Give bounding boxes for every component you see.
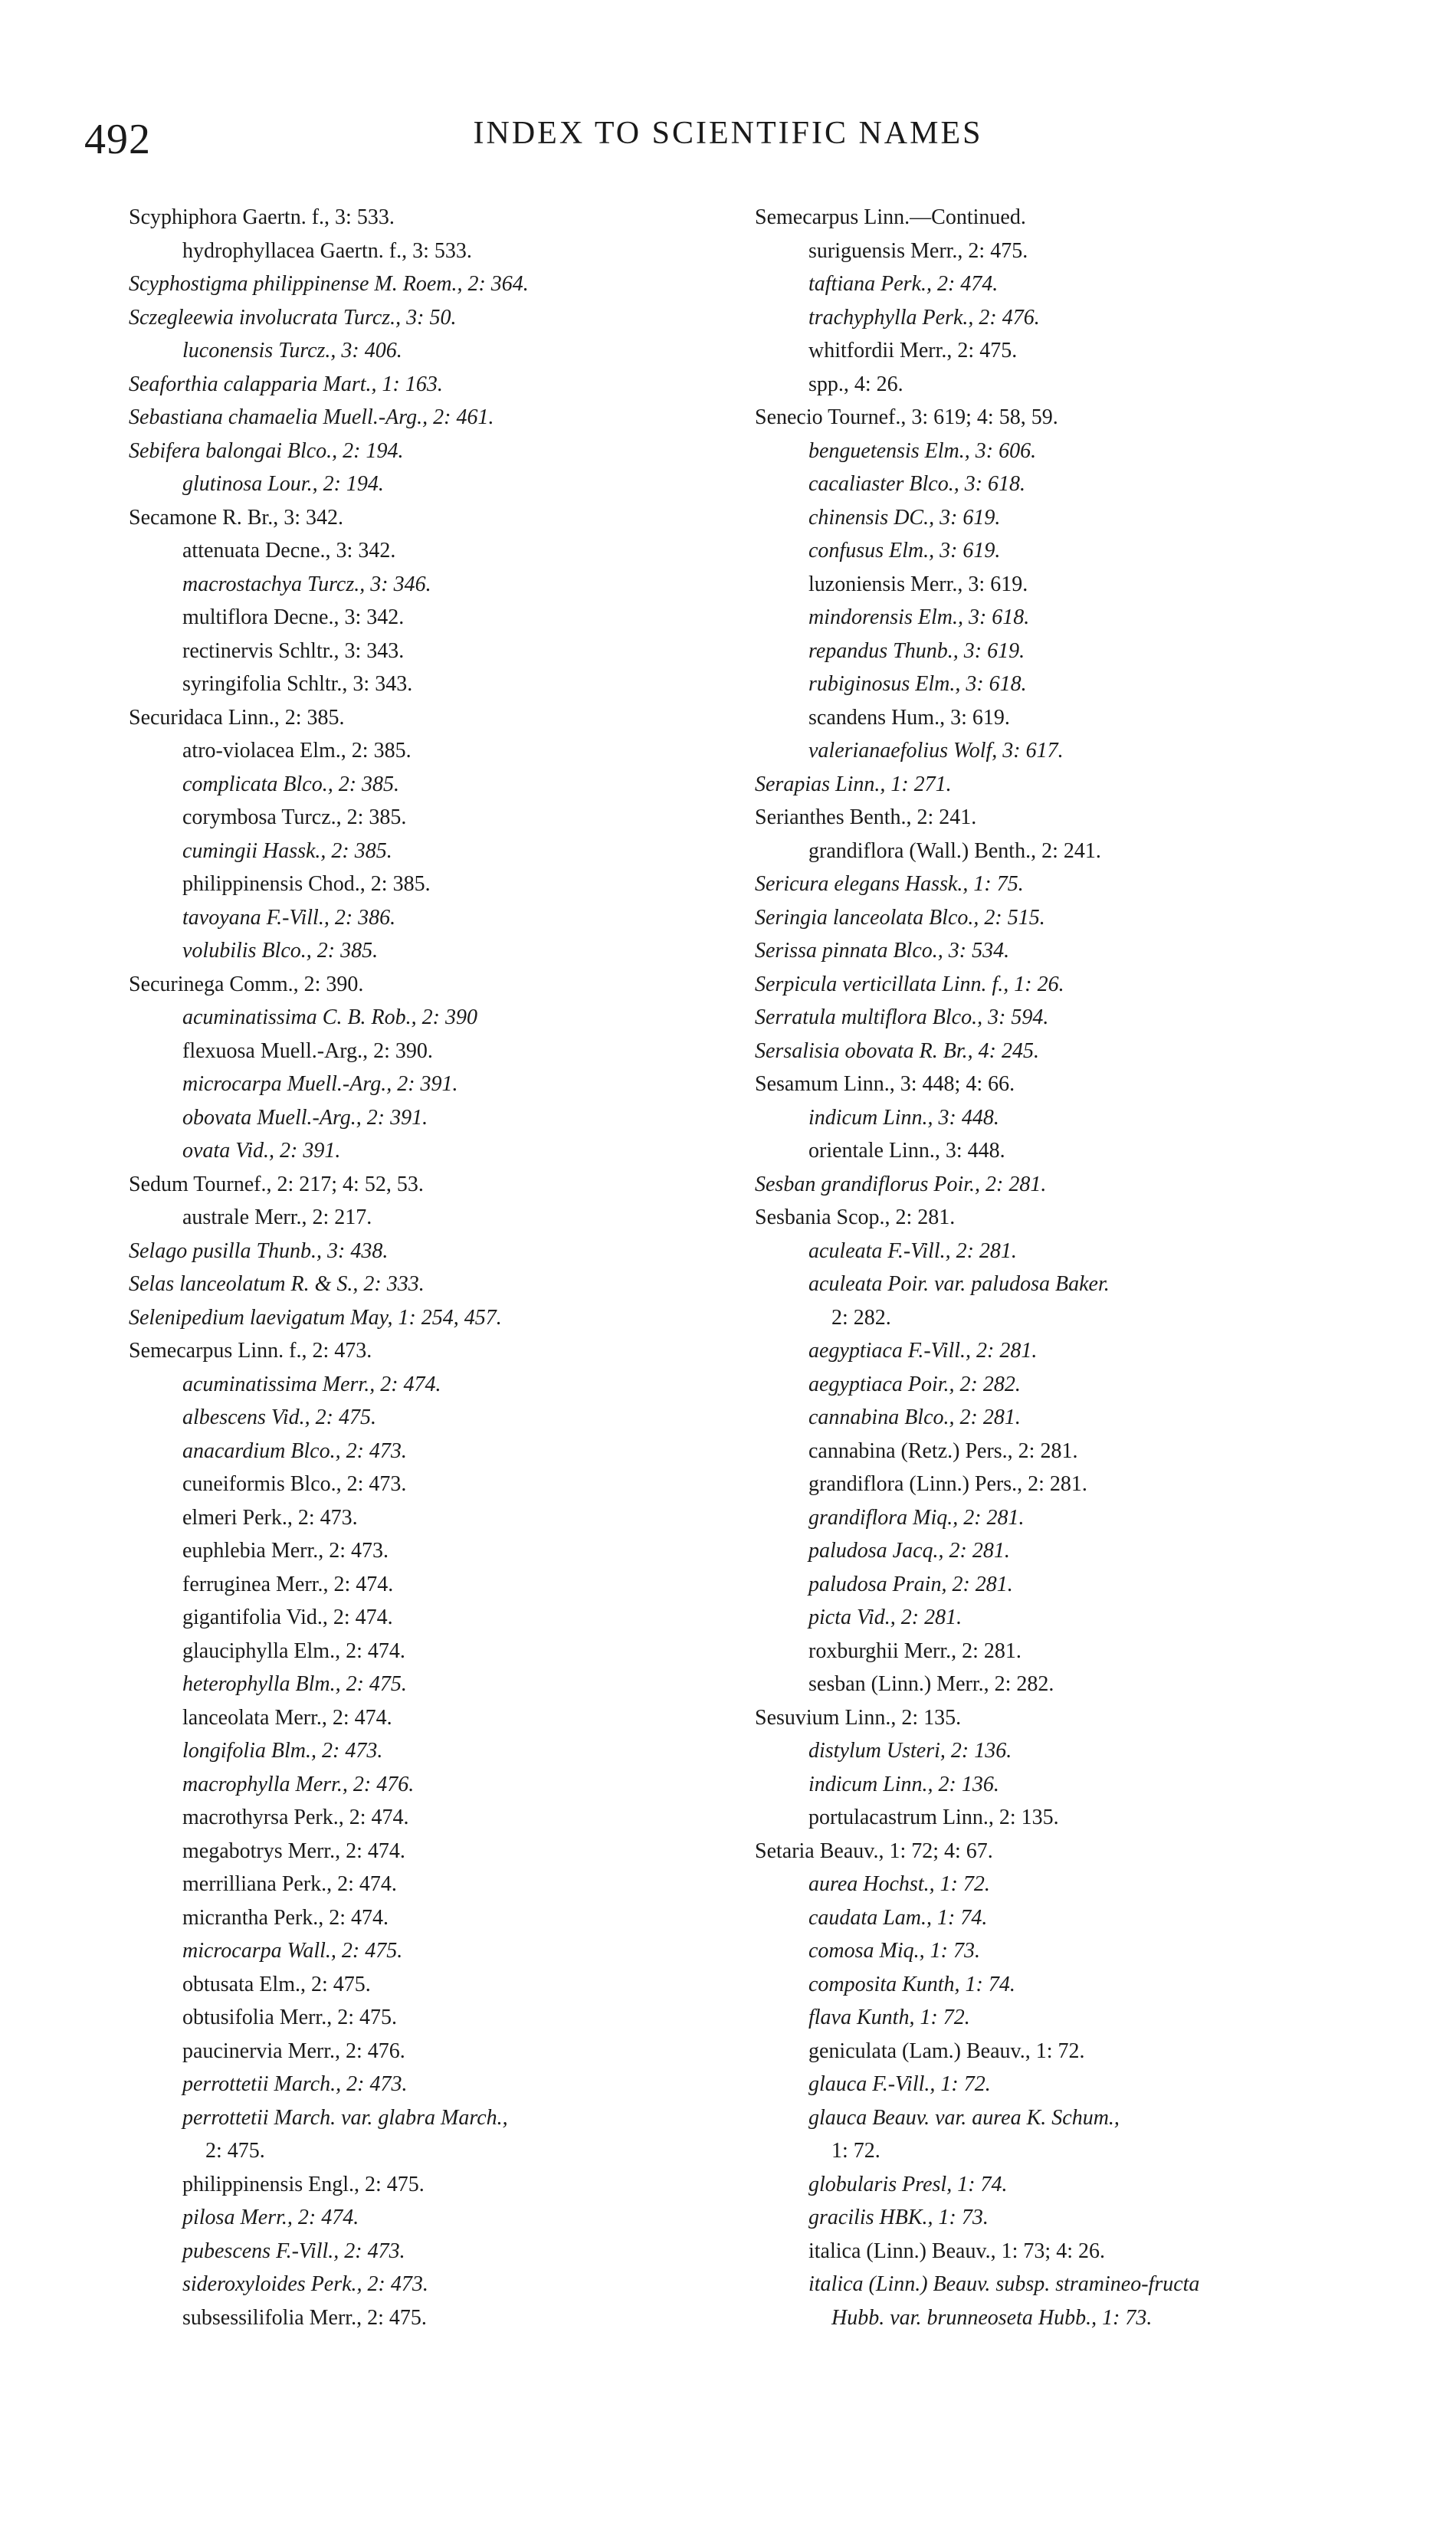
index-entry: elmeri Perk., 2: 473. bbox=[182, 1505, 358, 1530]
index-entry: gigantifolia Vid., 2: 474. bbox=[182, 1606, 393, 1629]
index-entry: grandiflora (Wall.) Benth., 2: 241. bbox=[808, 838, 1101, 863]
index-entry: flexuosa Muell.-Arg., 2: 390. bbox=[182, 1038, 433, 1063]
index-entry: whitfordii Merr., 2: 475. bbox=[808, 339, 1018, 362]
index-entry: albescens Vid., 2: 475. bbox=[182, 1406, 376, 1429]
index-entry: Senecio Tournef., 3: 619; 4: 58, 59. bbox=[755, 405, 1058, 429]
index-entry: Securidaca Linn., 2: 385. bbox=[129, 705, 345, 730]
index-entry: luzoniensis Merr., 3: 619. bbox=[808, 572, 1028, 596]
index-entry: Sericura elegans Hassk., 1: 75. bbox=[755, 872, 1024, 896]
index-entry: Serratula multiflora Blco., 3: 594. bbox=[755, 1005, 1049, 1029]
index-entry: Setaria Beauv., 1: 72; 4: 67. bbox=[755, 1839, 993, 1863]
index-entry: Serpicula verticillata Linn. f., 1: 26. bbox=[755, 972, 1064, 996]
index-entry: atro-violacea Elm., 2: 385. bbox=[182, 739, 412, 763]
index-entry: volubilis Blco., 2: 385. bbox=[182, 939, 379, 963]
index-entry: italica (Linn.) Beauv., 1: 73; 4: 26. bbox=[808, 2239, 1105, 2263]
index-entry: macrostachya Turcz., 3: 346. bbox=[182, 572, 431, 596]
index-entry: glutinosa Lour., 2: 194. bbox=[182, 472, 384, 496]
index-entry: australe Merr., 2: 217. bbox=[182, 1205, 372, 1229]
index-entry: cuneiformis Blco., 2: 473. bbox=[182, 1472, 407, 1496]
index-entry: rectinervis Schltr., 3: 343. bbox=[182, 638, 405, 663]
index-entry: macrophylla Merr., 2: 476. bbox=[182, 1772, 415, 1796]
index-column-right bbox=[755, 201, 1399, 2334]
index-entry: Sebifera balongai Blco., 2: 194. bbox=[129, 438, 404, 463]
index-entry: sideroxyloides Perk., 2: 473. bbox=[182, 2272, 428, 2296]
index-entry: globularis Presl, 1: 74. bbox=[808, 2172, 1008, 2196]
index-entry: Selas lanceolatum R. & S., 2: 333. bbox=[129, 1272, 425, 1296]
index-entry: glauciphylla Elm., 2: 474. bbox=[182, 1638, 405, 1663]
index-entry: 2: 282. bbox=[831, 1305, 891, 1330]
index-entry: Hubb. var. brunneoseta Hubb., 1: 73. bbox=[831, 2305, 1153, 2330]
index-entry: cannabina (Retz.) Pers., 2: 281. bbox=[808, 1438, 1078, 1463]
index-entry: lanceolata Merr., 2: 474. bbox=[182, 1705, 392, 1730]
index-entry: tavoyana F.-Vill., 2: 386. bbox=[182, 905, 396, 930]
index-entry: aculeata Poir. var. paludosa Baker. bbox=[808, 1272, 1110, 1296]
index-entry: comosa Miq., 1: 73. bbox=[808, 1939, 980, 1963]
index-entry: philippinensis Engl., 2: 475. bbox=[182, 2172, 425, 2196]
index-entry: aegyptiaca Poir., 2: 282. bbox=[808, 1372, 1021, 1396]
index-entry: pubescens F.-Vill., 2: 473. bbox=[182, 2239, 405, 2263]
index-entry: Secamone R. Br., 3: 342. bbox=[129, 505, 343, 530]
index-entry: obtusata Elm., 2: 475. bbox=[182, 1972, 371, 1996]
index-entry: multiflora Decne., 3: 342. bbox=[182, 605, 405, 629]
index-entry: spp., 4: 26. bbox=[808, 372, 903, 396]
index-entry: distylum Usteri, 2: 136. bbox=[808, 1739, 1012, 1763]
index-entry: Sesamum Linn., 3: 448; 4: 66. bbox=[755, 1072, 1015, 1096]
index-entry: Serapias Linn., 1: 271. bbox=[755, 772, 952, 796]
index-entry: Sesban grandiflorus Poir., 2: 281. bbox=[755, 1172, 1047, 1196]
index-entry: pilosa Merr., 2: 474. bbox=[182, 2206, 359, 2229]
index-entry: macrothyrsa Perk., 2: 474. bbox=[182, 1806, 409, 1829]
index-entry: paludosa Jacq., 2: 281. bbox=[808, 1539, 1010, 1563]
index-entry: geniculata (Lam.) Beauv., 1: 72. bbox=[808, 2039, 1085, 2063]
index-entry: megabotrys Merr., 2: 474. bbox=[182, 1839, 405, 1863]
index-entry: Scyphiphora Gaertn. f., 3: 533. bbox=[129, 205, 395, 229]
index-entry: aegyptiaca F.-Vill., 2: 281. bbox=[808, 1339, 1038, 1363]
index-entry: Sersalisia obovata R. Br., 4: 245. bbox=[755, 1038, 1039, 1063]
index-entry: aurea Hochst., 1: 72. bbox=[808, 1872, 990, 1896]
index-entry: cacaliaster Blco., 3: 618. bbox=[808, 472, 1026, 496]
page-number: 492 bbox=[84, 116, 151, 163]
index-entry: paludosa Prain, 2: 281. bbox=[808, 1572, 1013, 1596]
index-entry: obovata Muell.-Arg., 2: 391. bbox=[182, 1105, 428, 1130]
index-entry: syringifolia Schltr., 3: 343. bbox=[182, 672, 413, 696]
index-entry: trachyphylla Perk., 2: 476. bbox=[808, 305, 1040, 330]
index-entry: anacardium Blco., 2: 473. bbox=[182, 1438, 407, 1463]
index-entry: cannabina Blco., 2: 281. bbox=[808, 1406, 1021, 1429]
index-entry: mindorensis Elm., 3: 618. bbox=[808, 605, 1030, 629]
index-entry: corymbosa Turcz., 2: 385. bbox=[182, 805, 407, 829]
index-entry: valerianaefolius Wolf, 3: 617. bbox=[808, 739, 1064, 763]
index-entry: perrottetii March., 2: 473. bbox=[182, 2072, 408, 2096]
index-entry: benguetensis Elm., 3: 606. bbox=[808, 438, 1037, 463]
index-entry: picta Vid., 2: 281. bbox=[808, 1606, 962, 1629]
index-entry: complicata Blco., 2: 385. bbox=[182, 772, 400, 796]
index-entry: Sesuvium Linn., 2: 135. bbox=[755, 1705, 962, 1730]
index-entry: confusus Elm., 3: 619. bbox=[808, 539, 1001, 563]
index-entry: Serissa pinnata Blco., 3: 534. bbox=[755, 939, 1010, 963]
index-entry: subsessilifolia Merr., 2: 475. bbox=[182, 2305, 427, 2330]
index-entry: hydrophyllacea Gaertn. f., 3: 533. bbox=[182, 238, 472, 263]
index-entry: gracilis HBK., 1: 73. bbox=[808, 2206, 989, 2229]
index-entry: chinensis DC., 3: 619. bbox=[808, 505, 1001, 530]
index-entry: Seaforthia calapparia Mart., 1: 163. bbox=[129, 372, 443, 396]
index-entry: attenuata Decne., 3: 342. bbox=[182, 539, 396, 563]
index-entry: taftiana Perk., 2: 474. bbox=[808, 272, 999, 296]
index-entry: Sczegleewia involucrata Turcz., 3: 50. bbox=[129, 305, 457, 330]
index-entry: italica (Linn.) Beauv. subsp. stramineo-fructa bbox=[808, 2272, 1200, 2296]
index-entry: philippinensis Chod., 2: 385. bbox=[182, 872, 431, 896]
index-entry: portulacastrum Linn., 2: 135. bbox=[808, 1806, 1059, 1829]
index-entry: Sebastiana chamaelia Muell.-Arg., 2: 461. bbox=[129, 405, 494, 429]
index-entry: orientale Linn., 3: 448. bbox=[808, 1139, 1005, 1163]
index-entry: micrantha Perk., 2: 474. bbox=[182, 1905, 389, 1930]
index-entry: paucinervia Merr., 2: 476. bbox=[182, 2039, 405, 2063]
index-entry: scandens Hum., 3: 619. bbox=[808, 705, 1010, 730]
index-entry: 1: 72. bbox=[831, 2139, 880, 2163]
index-entry: acuminatissima Merr., 2: 474. bbox=[182, 1372, 441, 1396]
index-entry: heterophylla Blm., 2: 475. bbox=[182, 1672, 407, 1696]
index-entry: Scyphostigma philippinense M. Roem., 2: 364. bbox=[129, 272, 529, 296]
index-entry: merrilliana Perk., 2: 474. bbox=[182, 1872, 397, 1896]
index-entry: sesban (Linn.) Merr., 2: 282. bbox=[808, 1672, 1054, 1696]
index-entry: Sesbania Scop., 2: 281. bbox=[755, 1205, 956, 1229]
index-entry: Seringia lanceolata Blco., 2: 515. bbox=[755, 905, 1045, 930]
index-entry: microcarpa Muell.-Arg., 2: 391. bbox=[182, 1072, 458, 1096]
index-entry: grandiflora (Linn.) Pers., 2: 281. bbox=[808, 1472, 1087, 1496]
index-entry: Selago pusilla Thunb., 3: 438. bbox=[129, 1238, 389, 1263]
index-entry: Serianthes Benth., 2: 241. bbox=[755, 805, 977, 829]
index-column-left bbox=[129, 201, 765, 2334]
index-entry: flava Kunth, 1: 72. bbox=[808, 2006, 970, 2029]
index-entry: longifolia Blm., 2: 473. bbox=[182, 1739, 383, 1763]
index-entry: acuminatissima C. B. Rob., 2: 390 bbox=[182, 1005, 477, 1029]
index-entry: suriguensis Merr., 2: 475. bbox=[808, 238, 1028, 263]
index-entry: cumingii Hassk., 2: 385. bbox=[182, 838, 392, 863]
index-entry: glauca F.-Vill., 1: 72. bbox=[808, 2072, 991, 2096]
index-entry: Semecarpus Linn.—Continued. bbox=[755, 205, 1026, 229]
index-entry: Sedum Tournef., 2: 217; 4: 52, 53. bbox=[129, 1172, 424, 1196]
index-entry: ferruginea Merr., 2: 474. bbox=[182, 1572, 394, 1596]
index-entry: indicum Linn., 3: 448. bbox=[808, 1105, 999, 1130]
index-entry: obtusifolia Merr., 2: 475. bbox=[182, 2006, 397, 2029]
index-entry: composita Kunth, 1: 74. bbox=[808, 1972, 1015, 1996]
index-entry: glauca Beauv. var. aurea K. Schum., bbox=[808, 2105, 1120, 2130]
index-entry: rubiginosus Elm., 3: 618. bbox=[808, 672, 1027, 696]
index-entry: microcarpa Wall., 2: 475. bbox=[182, 1939, 403, 1963]
index-entry: roxburghii Merr., 2: 281. bbox=[808, 1638, 1021, 1663]
index-entry: caudata Lam., 1: 74. bbox=[808, 1905, 988, 1930]
index-entry: euphlebia Merr., 2: 473. bbox=[182, 1539, 389, 1563]
index-entry: aculeata F.-Vill., 2: 281. bbox=[808, 1238, 1017, 1263]
index-entry: repandus Thunb., 3: 619. bbox=[808, 638, 1025, 663]
index-entry: indicum Linn., 2: 136. bbox=[808, 1772, 999, 1796]
index-entry: Securinega Comm., 2: 390. bbox=[129, 972, 364, 996]
index-entry: ovata Vid., 2: 391. bbox=[182, 1139, 341, 1163]
running-title: INDEX TO SCIENTIFIC NAMES bbox=[473, 116, 983, 151]
index-entry: 2: 475. bbox=[205, 2139, 265, 2163]
index-entry: luconensis Turcz., 3: 406. bbox=[182, 339, 402, 362]
index-entry: perrottetii March. var. glabra March., bbox=[182, 2105, 508, 2130]
index-entry: Semecarpus Linn. f., 2: 473. bbox=[129, 1339, 372, 1363]
index-entry: grandiflora Miq., 2: 281. bbox=[808, 1505, 1025, 1530]
index-entry: Selenipedium laevigatum May, 1: 254, 457. bbox=[129, 1305, 502, 1330]
